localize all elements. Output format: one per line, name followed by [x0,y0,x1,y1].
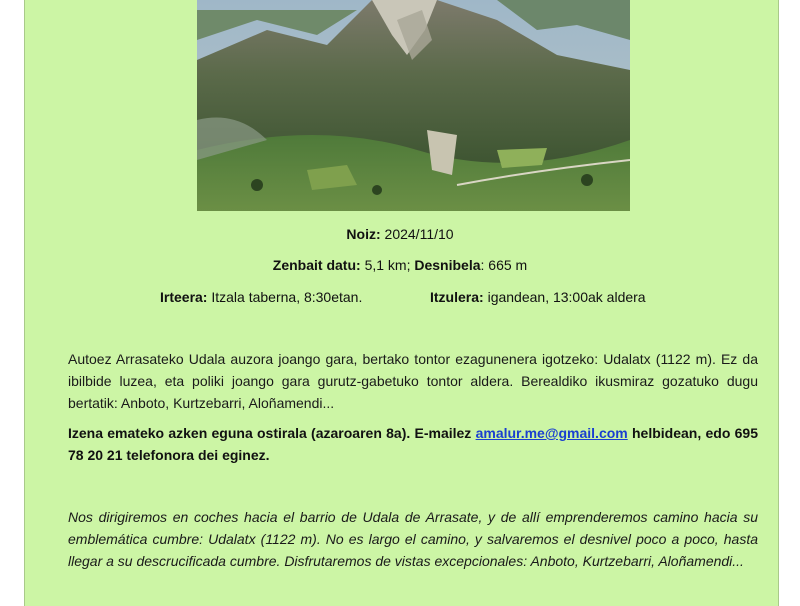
elevation-label: Desnibela [414,257,481,273]
departure-label: Irteera: [160,289,208,305]
signup-text-before: Izena emateko azken eguna ostirala (azaroaren 8a). E-mailez [68,425,476,441]
signup-text-after: helbidean, edo 695 78 20 21 telefonora dei eginez. [68,425,758,463]
date-line [0,226,800,242]
return-line [430,289,646,305]
email-link[interactable]: amalur.me@gmail.com [475,425,628,441]
mountain-photo [197,0,630,211]
departure-value: Itzala taberna, 8:30etan. [211,289,363,305]
departure-line [160,289,362,305]
elevation-value: : 665 m [480,257,528,273]
date-value: 2024/11/10 [384,226,454,242]
paragraph-spanish: Nos dirigiremos en coches hacia el barrio de Udala de Arrasate, y de allí emprenderemos camino hacia su emblemática cumbre: Udalatx (1122 m). No es largo el camino, y salvaremos el desnivel poco a poco, hasta llegar a su descrucificada cumbre. Disfrutaremos de vistas excepcionales: Anboto, Kurtzebarri, Aloñamendi... [68,509,758,569]
distance-value: 5,1 km; [364,257,411,273]
date-label: Noiz: [346,226,381,242]
info-line [0,257,800,273]
signup-paragraph [68,422,758,466]
return-value: igandean, 13:00ak aldera [487,289,646,305]
paragraph-basque: Autoez Arrasateko Udala auzora joango gara, bertako tontor ezagunenera igotzeko: Udalatx (1122 m). Ez da ibilbide luzea, eta poliki joango gara gurutz-gabetuko tontor aldera. Berealdiko ikusmiraz gozatuko dugu bertatik: Anboto, Kurtzebarri, Aloñamendi... [68,351,758,411]
return-label: Itzulera: [430,289,484,305]
info-label: Zenbait datu: [272,257,361,273]
